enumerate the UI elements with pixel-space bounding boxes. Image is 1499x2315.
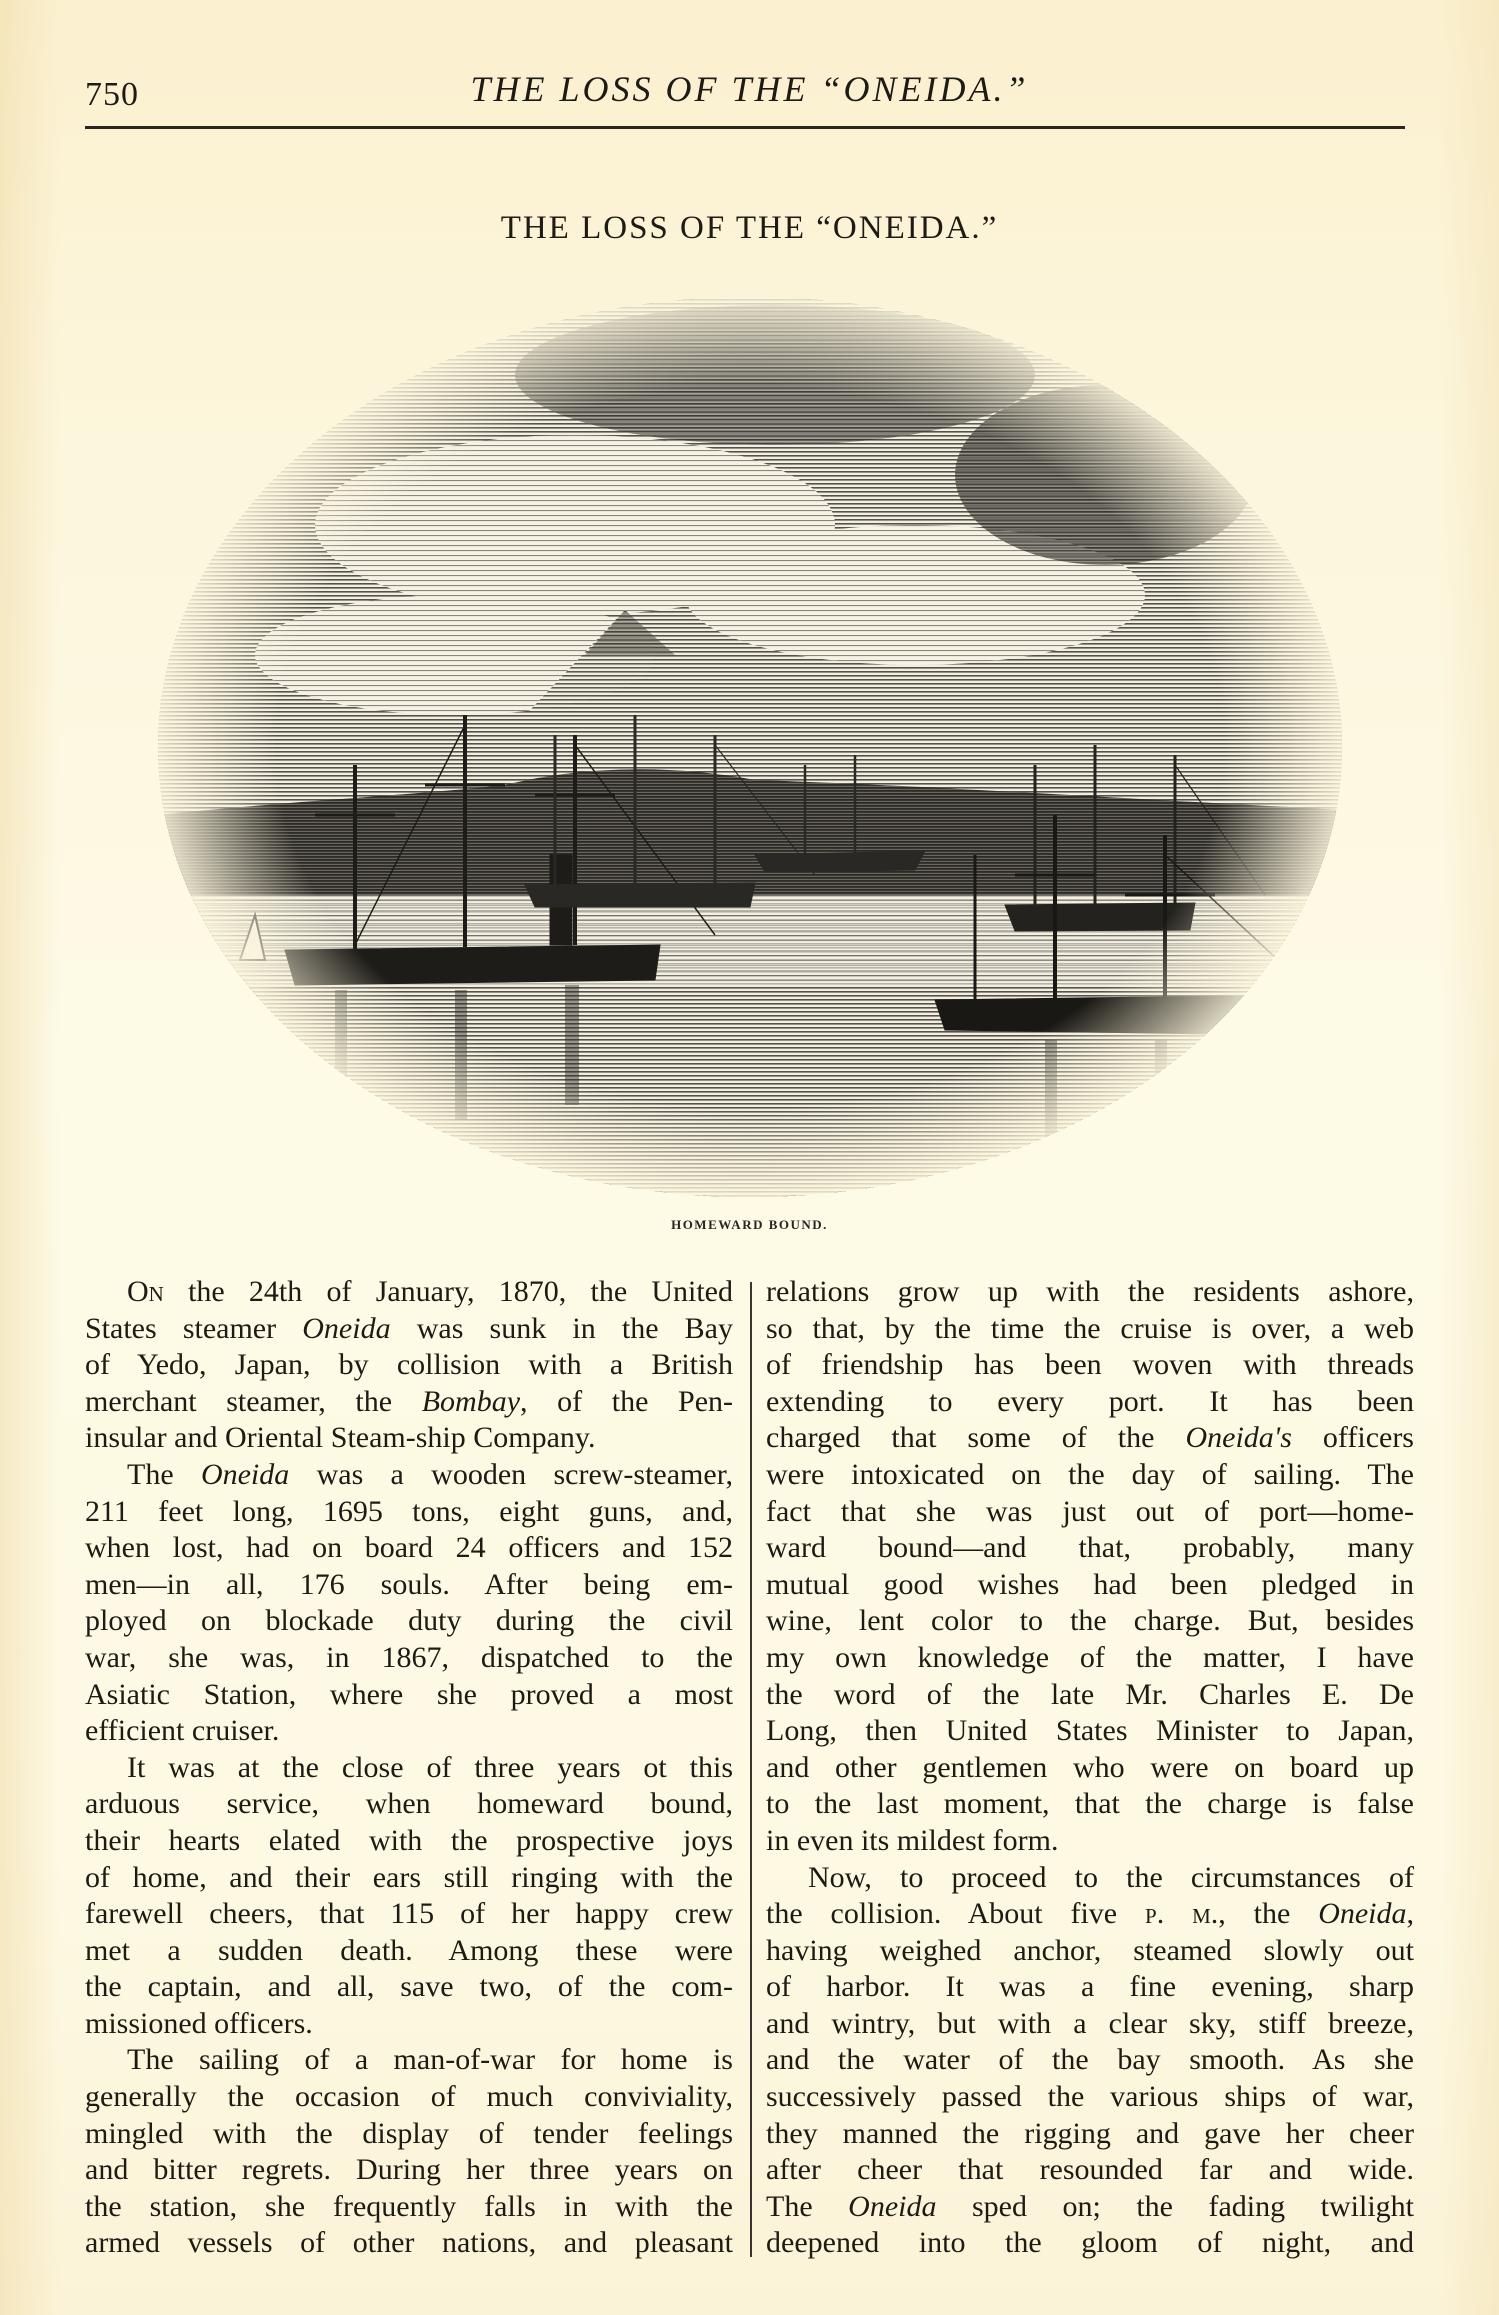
- text-line: [766, 1860, 1414, 1897]
- header-rule: [85, 126, 1405, 129]
- text-segment: ployed on blockade duty during the civil: [85, 1604, 733, 1638]
- text-segment: efficient cruiser.: [85, 1714, 280, 1748]
- text-segment: of harbor. It was a fine evening, sharp: [766, 1970, 1414, 2004]
- text-line: [85, 2042, 733, 2079]
- text-segment: war, she was, in 1867, dispatched to the: [85, 1640, 733, 1674]
- text-line: [766, 1969, 1414, 2006]
- italic-ship-name: Bombay: [421, 1384, 521, 1418]
- text-line: [766, 1420, 1414, 1457]
- text-line: [766, 1494, 1414, 1531]
- column-left: [85, 1274, 733, 2262]
- text-segment: in even its mildest form.: [766, 1823, 1059, 1857]
- text-line: [766, 2152, 1414, 2189]
- paper-edge-right: [1439, 0, 1499, 2315]
- text-segment: insular and Oriental Steam-ship Company.: [85, 1421, 596, 1455]
- text-segment: to the last moment, that the charge is false: [766, 1787, 1414, 1821]
- text-line: [766, 1567, 1414, 1604]
- text-line: [85, 2189, 733, 2226]
- text-segment: the station, she frequently falls in with the: [85, 2189, 733, 2223]
- text-segment: was a wooden screw-steamer,: [289, 1457, 734, 1491]
- text-segment: arduous service, when homeward bound,: [85, 1787, 733, 1821]
- text-segment: It was at the close of three years ot this: [127, 1750, 733, 1784]
- text-segment: fact that she was just out of port—home-: [766, 1494, 1414, 1528]
- text-segment: ,: [1406, 1897, 1415, 1931]
- text-line: [766, 1750, 1414, 1787]
- text-line: [85, 2116, 733, 2153]
- text-segment: mingled with the display of tender feelings: [85, 2116, 733, 2150]
- text-line: [85, 2225, 733, 2262]
- text-line: [766, 1274, 1414, 1311]
- paper-edge-left: [0, 0, 60, 2315]
- text-line: [85, 2152, 733, 2189]
- text-line: [85, 1347, 733, 1384]
- italic-ship-name: Oneida: [1318, 1897, 1407, 1931]
- text-line: [766, 1896, 1414, 1933]
- text-line: [766, 2079, 1414, 2116]
- text-segment: 211 feet long, 1695 tons, eight guns, and,: [85, 1494, 733, 1528]
- italic-ship-name: Oneida's: [1185, 1421, 1292, 1455]
- illustration-homeward-bound: [155, 295, 1345, 1200]
- article-title: THE LOSS OF THE “ONEIDA.”: [500, 210, 999, 246]
- text-segment: the 24th of January, 1870, the United: [163, 1275, 733, 1308]
- text-segment: having weighed anchor, steamed slowly out: [766, 1933, 1414, 1967]
- text-line: [85, 1860, 733, 1897]
- text-segment: the word of the late Mr. Charles E. De: [766, 1677, 1414, 1711]
- text-segment: wine, lent color to the charge. But, besides: [766, 1604, 1414, 1638]
- text-line: [85, 1494, 733, 1531]
- page-number: 750: [85, 76, 139, 113]
- text-line: [85, 1274, 733, 1311]
- text-segment: On: [127, 1275, 164, 1308]
- text-segment: merchant steamer, the: [85, 1384, 422, 1418]
- text-segment: , of the Pen-: [520, 1384, 733, 1418]
- text-segment: of friendship has been woven with threads: [766, 1348, 1414, 1382]
- text-segment: The sailing of a man-of-war for home is: [127, 2043, 733, 2077]
- text-line: [766, 2006, 1414, 2043]
- text-line: [85, 1750, 733, 1787]
- text-segment: my own knowledge of the matter, I have: [766, 1640, 1414, 1674]
- text-segment: farewell cheers, that 115 of her happy crew: [85, 1897, 733, 1931]
- text-segment: the collision. About five: [766, 1897, 1146, 1931]
- column-divider: [750, 1282, 752, 2257]
- text-line: [85, 1530, 733, 1567]
- text-segment: relations grow up with the residents ashore,: [766, 1275, 1414, 1308]
- text-line: [766, 1713, 1414, 1750]
- text-segment: after cheer that resounded far and wide.: [766, 2153, 1414, 2187]
- text-line: [766, 1603, 1414, 1640]
- text-segment: and other gentlemen who were on board up: [766, 1750, 1414, 1784]
- text-segment: missioned officers.: [85, 2006, 313, 2040]
- text-segment: ward bound—and that, probably, many: [766, 1531, 1414, 1565]
- text-line: [766, 1823, 1414, 1860]
- text-line: [85, 1311, 733, 1348]
- text-line: [85, 1933, 733, 1970]
- text-line: [766, 2116, 1414, 2153]
- text-segment: and the water of the bay smooth. As she: [766, 2043, 1414, 2077]
- text-line: [85, 1603, 733, 1640]
- text-line: [766, 2042, 1414, 2079]
- text-segment: Asiatic Station, where she proved a most: [85, 1677, 733, 1711]
- text-segment: deepened into the gloom of night, and: [766, 2226, 1414, 2260]
- text-segment: Long, then United States Minister to Japan,: [766, 1714, 1414, 1748]
- text-line: [85, 2006, 733, 2043]
- text-segment: officers: [1291, 1421, 1414, 1455]
- text-segment: their hearts elated with the prospective joys: [85, 1823, 733, 1857]
- text-line: [85, 1896, 733, 1933]
- text-segment: The: [127, 1457, 201, 1491]
- text-segment: successively passed the various ships of war,: [766, 2080, 1414, 2114]
- text-segment: so that, by the time the cruise is over, a web: [766, 1311, 1414, 1345]
- text-line: [85, 1420, 733, 1457]
- text-line: [85, 1786, 733, 1823]
- italic-ship-name: Oneida: [302, 1311, 391, 1345]
- text-segment: sped on; the fading twilight: [936, 2189, 1414, 2223]
- text-line: [85, 1640, 733, 1677]
- text-segment: of home, and their ears still ringing with the: [85, 1860, 733, 1894]
- text-line: [766, 1677, 1414, 1714]
- text-segment: men—in all, 176 souls. After being em-: [85, 1567, 733, 1601]
- text-segment: were intoxicated on the day of sailing. The: [766, 1457, 1414, 1491]
- text-line: [85, 1677, 733, 1714]
- text-segment: p. m.: [1145, 1897, 1219, 1931]
- text-line: [766, 2225, 1414, 2262]
- column-right: [766, 1274, 1414, 2262]
- text-line: [766, 1347, 1414, 1384]
- text-line: [85, 1713, 733, 1750]
- text-line: [766, 1311, 1414, 1348]
- italic-ship-name: Oneida: [200, 1457, 290, 1491]
- engraving-image: [155, 295, 1345, 1200]
- text-line: [85, 1384, 733, 1421]
- text-line: [766, 1786, 1414, 1823]
- text-segment: , the: [1218, 1897, 1319, 1931]
- text-segment: armed vessels of other nations, and pleasant: [85, 2226, 733, 2260]
- text-segment: The: [766, 2189, 849, 2223]
- text-line: [766, 1640, 1414, 1677]
- text-line: [85, 1969, 733, 2006]
- text-segment: met a sudden death. Among these were: [85, 1933, 733, 1967]
- text-line: [766, 1384, 1414, 1421]
- text-line: [85, 1823, 733, 1860]
- text-segment: generally the occasion of much conviviality,: [85, 2080, 733, 2114]
- text-line: [85, 1457, 733, 1494]
- text-segment: of Yedo, Japan, by collision with a British: [85, 1348, 733, 1382]
- text-segment: Now, to proceed to the circumstances of: [808, 1860, 1414, 1894]
- text-line: [766, 1933, 1414, 1970]
- text-segment: was sunk in the Bay: [390, 1311, 733, 1345]
- text-segment: extending to every port. It has been: [766, 1384, 1414, 1418]
- running-head: THE LOSS OF THE “ONEIDA.”: [470, 69, 1029, 109]
- text-segment: when lost, had on board 24 officers and 152: [85, 1531, 733, 1565]
- text-segment: they manned the rigging and gave her cheer: [766, 2116, 1414, 2150]
- text-line: [85, 2079, 733, 2116]
- text-segment: States steamer: [85, 1311, 303, 1345]
- text-line: [85, 1567, 733, 1604]
- text-line: [766, 1530, 1414, 1567]
- text-line: [766, 1457, 1414, 1494]
- text-segment: mutual good wishes had been pledged in: [766, 1567, 1414, 1601]
- italic-ship-name: Oneida: [848, 2189, 937, 2223]
- text-line: [766, 2189, 1414, 2226]
- text-segment: charged that some of the: [766, 1421, 1186, 1455]
- text-segment: the captain, and all, save two, of the com-: [85, 1970, 733, 2004]
- text-segment: and bitter regrets. During her three years on: [85, 2153, 733, 2187]
- text-segment: and wintry, but with a clear sky, stiff breeze,: [766, 2006, 1414, 2040]
- illustration-caption: HOMEWARD BOUND.: [671, 1217, 828, 1232]
